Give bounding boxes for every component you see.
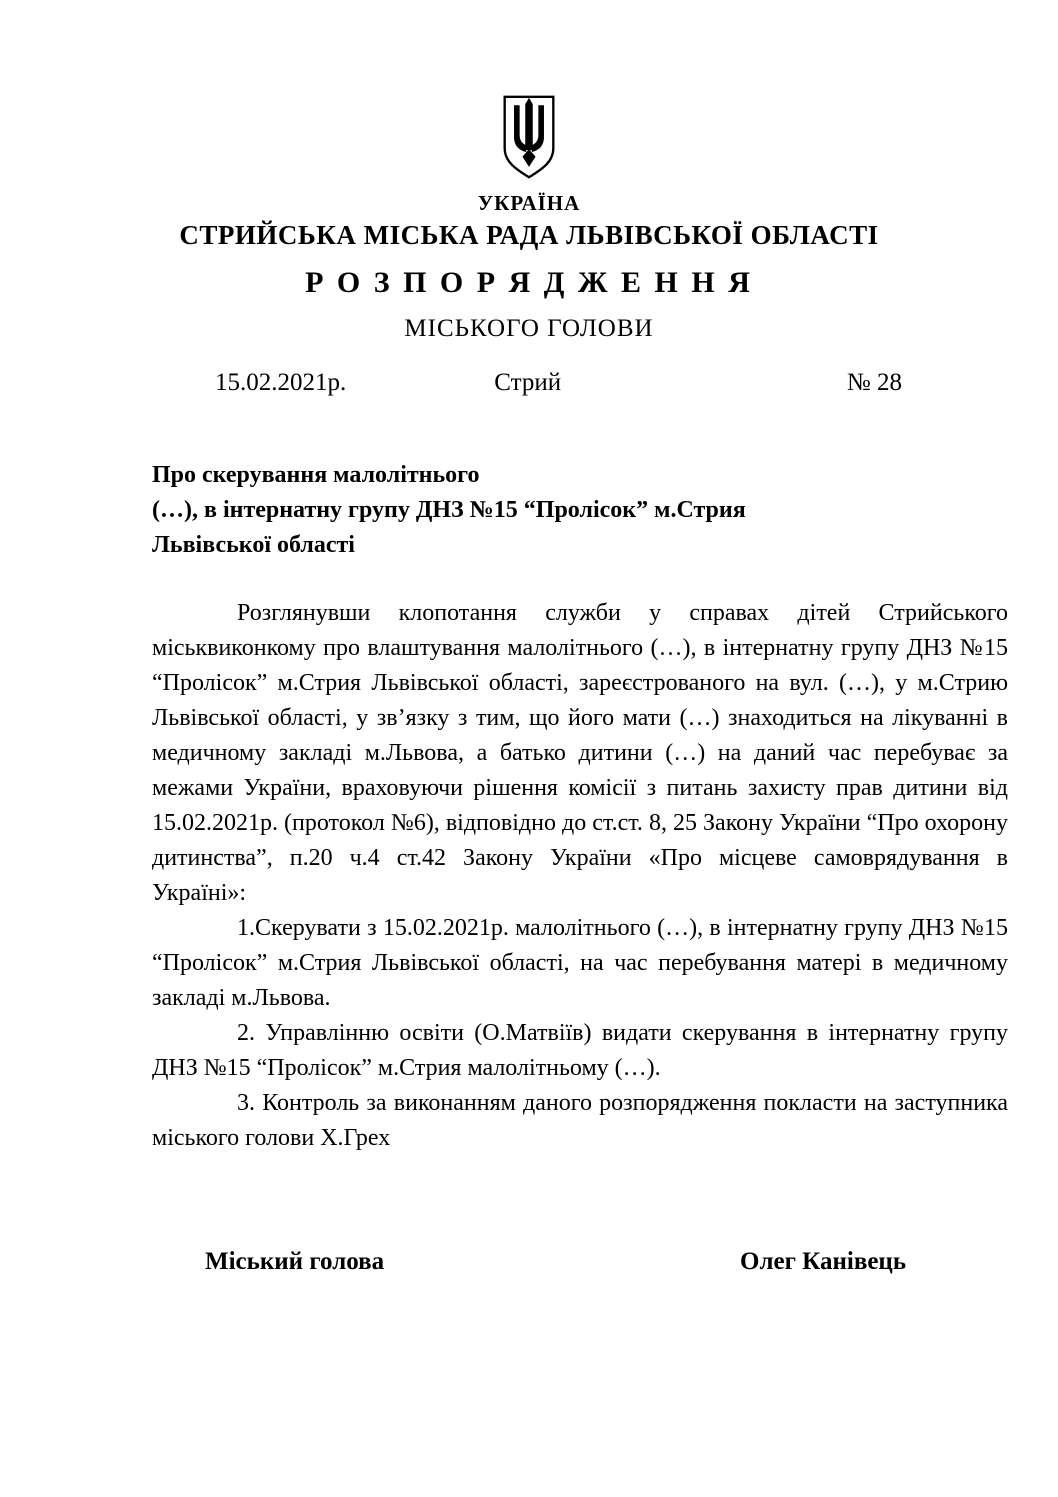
body-paragraph-item-3: 3. Контроль за виконанням даного розпорядження покласти на заступника міського голови Х.Грех xyxy=(152,1090,1008,1151)
body-paragraph-item-2: 2. Управлінню освіти (О.Матвіїв) видати скерування в інтернатну групу ДНЗ №15 “Пролісок” м.Стрия малолітньому (…). xyxy=(152,1020,1008,1081)
subject-line: Львівської області xyxy=(152,532,355,558)
subject-block xyxy=(152,458,1008,563)
signatory-position: Міський голова xyxy=(205,1248,385,1275)
signatory-name: Олег Канівець xyxy=(740,1248,907,1275)
document-body xyxy=(152,596,1008,1156)
country-name: УКРАЇНА xyxy=(477,191,581,215)
document-subtype-title: МІСЬКОГО ГОЛОВИ xyxy=(404,315,654,342)
document-type-title: Р О З П О Р Я Д Ж Е Н Н Я xyxy=(305,266,753,299)
subject-line: (…), в інтернатну групу ДНЗ №15 “Пролісок” м.Стрия xyxy=(152,497,746,523)
ukraine-trident-icon xyxy=(500,93,558,181)
body-paragraph-item-1: 1.Скерувати з 15.02.2021р. малолітнього (…), в інтернатну групу ДНЗ №15 “Пролісок” м.Стрия Львівської області, на час перебування матері в медичному закладі м.Львова. xyxy=(152,915,1008,1011)
body-paragraph-preamble: Розглянувши клопотання служби у справах дітей Стрийського міськвиконкому про влаштування малолітнього (…), в інтернатну групу ДНЗ №15 “Пролісок” м.Стрия Львівської області, зареєстрованого на вул. (…), у м.Стрию Львівської області, у зв’язку з тим, що його мати (…) знаходиться на лікуванні в медичному закладі м.Львова, а батько дитини (…) на даний час перебуває за межами України, враховуючи рішення комісії з питань захисту прав дитини від 15.02.2021р. (протокол №6), відповідно до ст.ст. 8, 25 Закону України “Про охорону дитинства”, п.20 ч.4 ст.42 Закону України «Про місцеве самоврядування в Україні»: xyxy=(152,600,1008,906)
subject-line: Про скерування малолітнього xyxy=(152,462,480,488)
emblem-container xyxy=(0,0,1058,181)
document-number: № 28 xyxy=(846,369,902,396)
council-name: СТРИЙСЬКА МІСЬКА РАДА ЛЬВІВСЬКОЇ ОБЛАСТІ xyxy=(179,220,879,250)
signature-row xyxy=(0,1248,1058,1288)
document-date: 15.02.2021р. xyxy=(215,369,347,396)
document-meta-row xyxy=(0,369,1058,409)
document-header xyxy=(0,0,1058,343)
document-city: Стрий xyxy=(494,369,562,396)
